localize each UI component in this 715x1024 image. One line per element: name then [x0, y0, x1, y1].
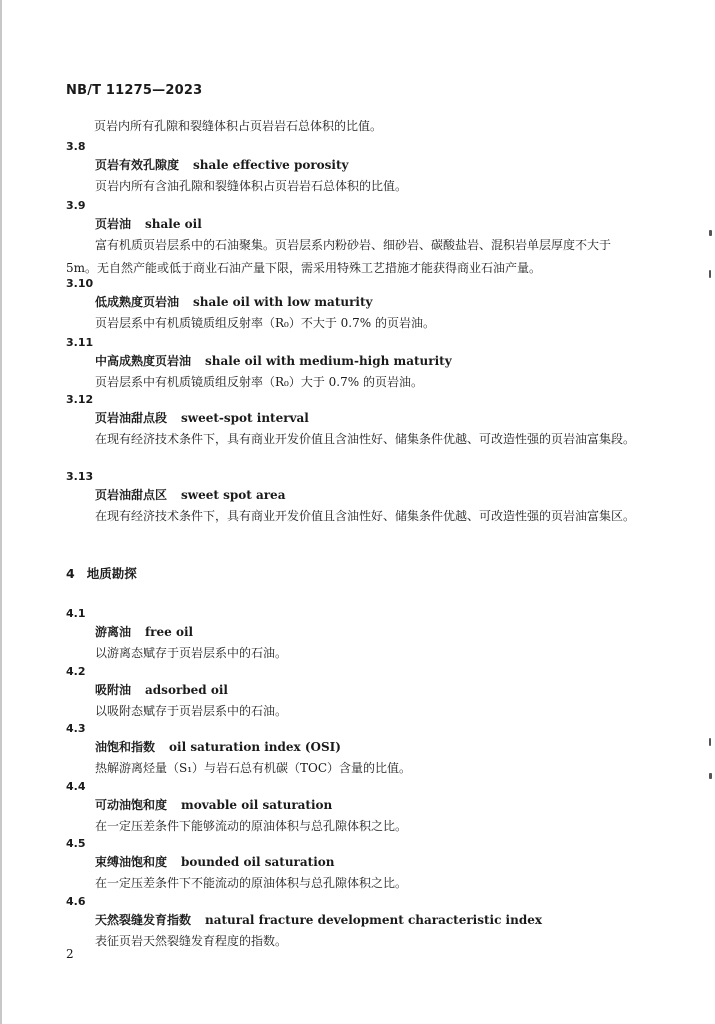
section-heading: [66, 564, 137, 582]
term-name: [95, 623, 646, 642]
term-en: shale oil with medium-high maturity: [205, 354, 452, 368]
term-zh: 天然裂缝发育指数: [95, 913, 192, 927]
term-en: natural fracture development characteristic index: [205, 913, 543, 927]
term-definition: 在现有经济技术条件下，具有商业开发价值且含油性好、储集条件优越、可改造性强的页岩油富集区。: [95, 509, 636, 523]
scan-mark: [709, 230, 712, 236]
term-entry: [66, 333, 646, 393]
term-zh: 游离油: [95, 625, 132, 639]
term-name: [95, 853, 646, 872]
term-en: oil saturation index (OSI): [169, 740, 341, 754]
term-zh: 束缚油饱和度: [95, 855, 168, 869]
scan-mark: [709, 270, 711, 278]
term-zh: 可动油饱和度: [95, 798, 168, 812]
term-name: [95, 409, 646, 428]
term-zh: 中高成熟度页岩油: [95, 354, 192, 368]
term-name: [95, 681, 646, 700]
term-en: bounded oil saturation: [181, 855, 335, 869]
term-entry: [66, 274, 646, 334]
term-en: adsorbed oil: [145, 683, 228, 697]
term-definition: 表征页岩天然裂缝发育程度的指数。: [95, 934, 288, 948]
term-entry: [66, 137, 646, 197]
term-number: 3.8: [66, 140, 86, 153]
term-definition: 以游离态赋存于页岩层系中的石油。: [95, 646, 288, 660]
section-title: 地质勘探: [86, 566, 137, 581]
term-en: sweet-spot interval: [181, 411, 309, 425]
term-zh: 页岩油甜点段: [95, 411, 168, 425]
term-name: [95, 293, 646, 312]
term-name: [95, 738, 646, 757]
term-entry: [66, 662, 646, 722]
term-definition: 页岩内所有含油孔隙和裂缝体积占页岩岩石总体积的比值。: [95, 179, 408, 193]
term-zh: 页岩有效孔隙度: [95, 158, 180, 172]
term-entry: [66, 196, 646, 280]
term-entry: [66, 390, 646, 451]
term-definition: 富有机质页岩层系中的石油聚集。页岩层系内粉砂岩、细砂岩、碳酸盐岩、混积岩单层厚度不大于 5m。无自然产能或低于商业石油产量下限，需采用特殊工艺措施才能获得商业石油产量。: [66, 238, 612, 275]
term-name: [95, 486, 646, 505]
term-zh: 低成熟度页岩油: [95, 295, 180, 309]
page-edge: [0, 0, 2, 1024]
section-number: 4: [66, 566, 75, 581]
term-zh: 页岩油: [95, 217, 132, 231]
term-en: shale effective porosity: [193, 158, 349, 172]
term-name: [95, 215, 646, 234]
term-number: 4.3: [66, 722, 86, 735]
term-zh: 油饱和指数: [95, 740, 156, 754]
term-name: [95, 352, 646, 371]
scan-mark: [709, 773, 712, 779]
term-en: free oil: [145, 625, 194, 639]
term-en: shale oil with low maturity: [193, 295, 373, 309]
term-en: sweet spot area: [181, 488, 286, 502]
term-entry: [66, 834, 646, 894]
term-number: 4.1: [66, 607, 86, 620]
term-number: 3.10: [66, 277, 94, 290]
term-number: 4.4: [66, 780, 86, 793]
term-number: 4.6: [66, 895, 86, 908]
term-en: movable oil saturation: [181, 798, 333, 812]
term-entry: [66, 604, 646, 664]
page-number: 2: [66, 947, 74, 961]
term-number: 4.2: [66, 665, 86, 678]
term-entry: [66, 719, 646, 779]
term-number: 3.13: [66, 470, 94, 483]
term-entry: [66, 467, 646, 528]
term-definition: 在现有经济技术条件下，具有商业开发价值且含油性好、储集条件优越、可改造性强的页岩油富集段。: [95, 432, 636, 446]
scan-mark: [709, 738, 711, 746]
term-definition: 在一定压差条件下不能流动的原油体积与总孔隙体积之比。: [95, 876, 408, 890]
term-number: 3.12: [66, 393, 94, 406]
term-definition: 在一定压差条件下能够流动的原油体积与总孔隙体积之比。: [95, 819, 408, 833]
term-number: 4.5: [66, 837, 86, 850]
term-number: 3.11: [66, 336, 94, 349]
standard-header: NB/T 11275—2023: [66, 83, 203, 98]
term-zh: 页岩油甜点区: [95, 488, 168, 502]
term-entry: [66, 777, 646, 837]
term-name: [95, 796, 646, 815]
term-zh: 吸附油: [95, 683, 132, 697]
term-en: shale oil: [145, 217, 202, 231]
term-definition: 热解游离烃量（S₁）与岩石总有机碳（TOC）含量的比值。: [95, 761, 412, 775]
continued-definition: 页岩内所有孔隙和裂缝体积占页岩岩石总体积的比值。: [94, 119, 383, 133]
term-name: [95, 156, 646, 175]
term-definition: 页岩层系中有机质镜质组反射率（R₀）大于 0.7% 的页岩油。: [95, 375, 423, 389]
term-definition: 以吸附态赋存于页岩层系中的石油。: [95, 704, 288, 718]
term-entry: [66, 892, 646, 952]
term-number: 3.9: [66, 199, 86, 212]
term-definition: 页岩层系中有机质镜质组反射率（R₀）不大于 0.7% 的页岩油。: [95, 316, 435, 330]
term-name: [95, 911, 646, 930]
